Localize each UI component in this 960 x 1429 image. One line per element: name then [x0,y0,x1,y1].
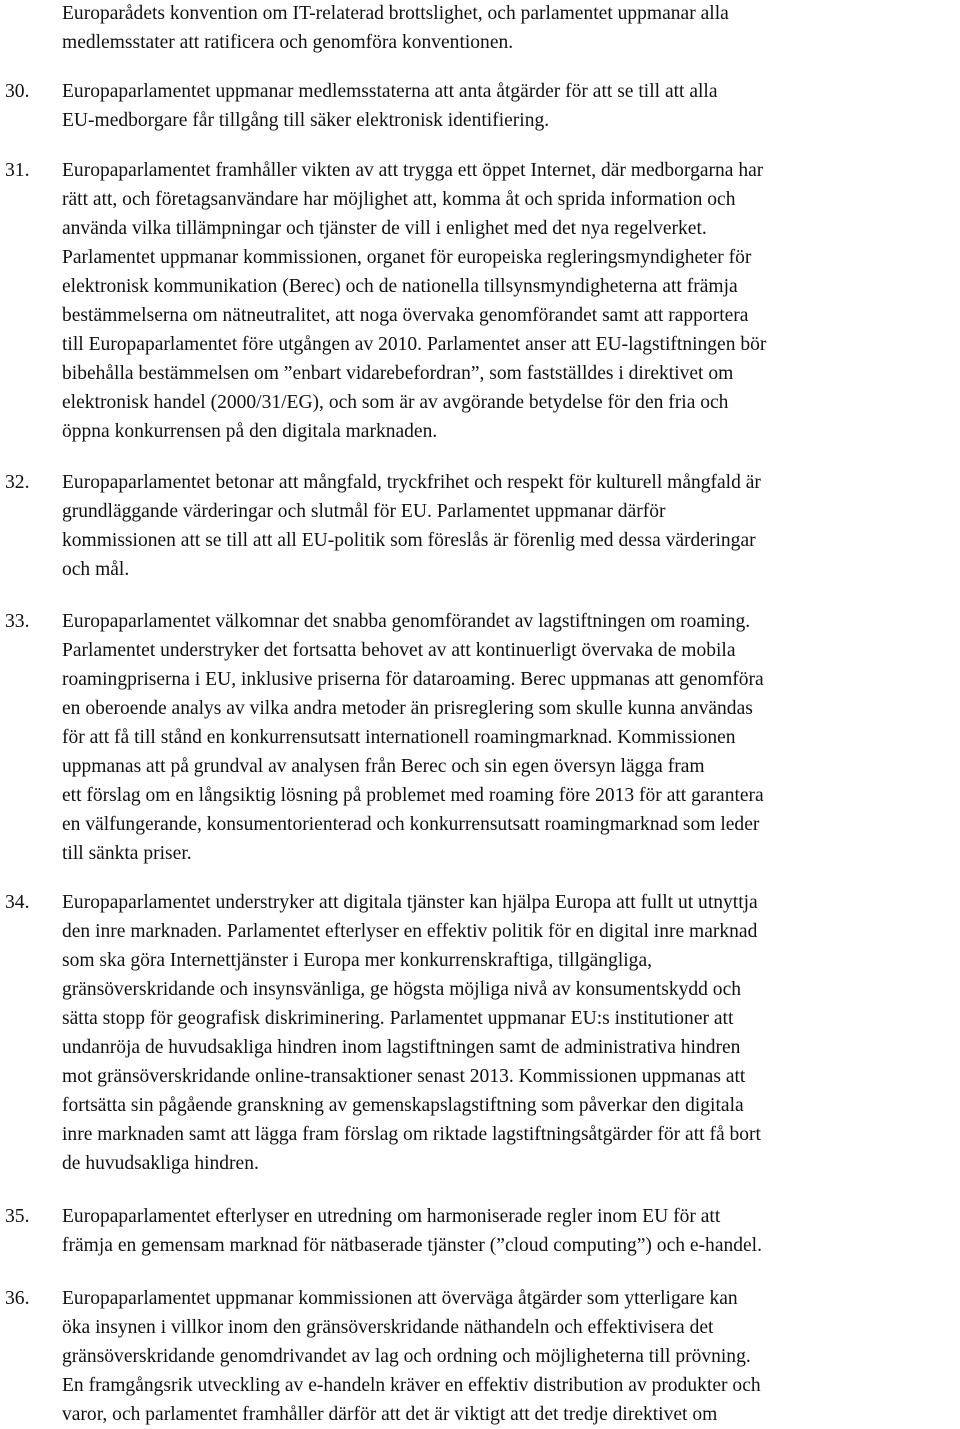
text-line: till Europaparlamentet före utgången av 2010. Parlamentet anser att EU-lagstiftningen bör [62,334,767,356]
text-line: varor, och parlamentet framhåller därför att det är viktigt att det tredje direktivet om [62,1404,718,1426]
text-line: bibehålla bestämmelsen om ”enbart vidarebefordran”, som fastställdes i direktivet om [62,363,734,385]
text-line: öka insynen i villkor inom den gränsöverskridande näthandeln och effektivisera det [62,1317,714,1339]
paragraph-text [62,888,955,1178]
paragraph-number: 36. [5,1288,30,1309]
text-line: elektronisk handel (2000/31/EG), och som är av avgörande betydelse för den fria och [62,392,729,414]
paragraph-text [62,468,955,584]
text-line: Europaparlamentet efterlyser en utredning om harmoniserade regler inom EU för att [62,1206,721,1227]
text-line: Europaparlamentet understryker att digitala tjänster kan hjälpa Europa att fullt ut utnyttja [62,892,758,913]
text-line: EU-medborgare får tillgång till säker elektronisk identifiering. [62,110,550,132]
text-line: Parlamentet understryker det fortsatta behovet av att kontinuerligt övervaka de mobila [62,640,736,662]
paragraph-number: 35. [5,1206,30,1227]
paragraph-text [62,0,955,57]
text-line: den inre marknaden. Parlamentet efterlyser en effektiv politik för en digital inre marknad [62,921,758,943]
text-line: de huvudsakliga hindren. [62,1153,259,1175]
text-line: en oberoende analys av vilka andra metoder än prisreglering som skulle kunna användas [62,698,753,720]
paragraph-35 [5,1202,955,1260]
text-line: Europaparlamentet framhåller vikten av att trygga ett öppet Internet, där medborgarna har [62,160,764,181]
text-line: Europaparlamentet uppmanar kommissionen att överväga åtgärder som ytterligare kan [62,1288,738,1309]
text-line: bestämmelserna om nätneutralitet, att noga övervaka genomförandet samt att rapportera [62,305,749,327]
paragraph-text [62,1202,955,1260]
paragraph-text [62,607,955,868]
paragraph-number: 34. [5,892,30,913]
paragraph-text [62,77,955,135]
text-line: för att få till stånd en konkurrensutsatt internationell roamingmarknad. Kommissionen [62,727,736,749]
text-line: inre marknaden samt att lägga fram förslag om riktade lagstiftningsåtgärder för att få bort [62,1124,761,1146]
text-line: medlemsstater att ratificera och genomföra konventionen. [62,32,514,54]
text-line: grundläggande värderingar och slutmål för EU. Parlamentet uppmanar därför [62,501,666,523]
text-line: rätt att, och företagsanvändare har möjlighet att, komma åt och sprida information och [62,189,736,211]
text-line: gränsöverskridande och insynsvänliga, ge högsta möjliga nivå av konsumentskydd och [62,979,742,1001]
paragraph-33 [5,607,955,868]
text-line: använda vilka tillämpningar och tjänster de vill i enlighet med det nya regelverket. [62,218,707,240]
paragraph-30 [5,77,955,135]
paragraph-32 [5,468,955,584]
text-line: mot gränsöverskridande online-transaktioner senast 2013. Kommissionen uppmanas att [62,1066,746,1088]
text-line: Europaparlamentet välkomnar det snabba genomförandet av lagstiftningen om roaming. [62,611,751,632]
text-line: Europarådets konvention om IT-relaterad brottslighet, och parlamentet uppmanar alla [62,3,729,24]
text-line: uppmanas att på grundval av analysen från Berec och sin egen översyn lägga fram [62,756,705,778]
text-line: Europaparlamentet betonar att mångfald, tryckfrihet och respekt för kulturell mångfald är [62,472,761,493]
text-line: en välfungerande, konsumentorienterad och konkurrensutsatt roamingmarknad som leder [62,814,760,836]
paragraph-text [62,156,955,446]
paragraph-number: 30. [5,81,30,102]
text-line: främja en gemensam marknad för nätbaserade tjänster (”cloud computing”) och e-handel. [62,1235,762,1257]
paragraph-34 [5,888,955,1178]
text-line: gränsöverskridande genomdrivandet av lag och ordning och möjligheterna till prövning. [62,1346,751,1368]
text-line: fortsätta sin pågående granskning av gemenskapslagstiftning som påverkar den digitala [62,1095,744,1117]
paragraph-36 [5,1284,955,1429]
text-line: ett förslag om en långsiktig lösning på problemet med roaming före 2013 för att garantera [62,785,764,807]
text-line: öppna konkurrensen på den digitala marknaden. [62,421,438,443]
text-line: till sänkta priser. [62,843,192,865]
text-line: Parlamentet uppmanar kommissionen, organet för europeiska regleringsmyndigheter för [62,247,752,269]
text-line: kommissionen att se till att all EU-politik som föreslås är förenlig med dessa värderingar [62,530,756,552]
paragraph-31 [5,156,955,446]
text-line: som ska göra Internettjänster i Europa mer konkurrenskraftiga, tillgängliga, [62,950,652,972]
text-line: och mål. [62,559,130,581]
text-line: undanröja de huvudsakliga hindren inom lagstiftningen samt de administrativa hindren [62,1037,741,1059]
text-line: Europaparlamentet uppmanar medlemsstaterna att anta åtgärder för att se till att alla [62,81,718,102]
text-line: sätta stopp för geografisk diskriminering. Parlamentet uppmanar EU:s institutioner att [62,1008,734,1030]
text-line: elektronisk kommunikation (Berec) och de nationella tillsynsmyndigheterna att främja [62,276,738,298]
paragraph-continuation [5,0,955,57]
paragraph-text [62,1284,955,1429]
text-line: En framgångsrik utveckling av e-handeln kräver en effektiv distribution av produkter och [62,1375,761,1397]
text-line: roamingpriserna i EU, inklusive priserna för dataroaming. Berec uppmanas att genomföra [62,669,764,691]
paragraph-number: 32. [5,472,30,493]
paragraph-number: 31. [5,160,30,181]
paragraph-number: 33. [5,611,30,632]
